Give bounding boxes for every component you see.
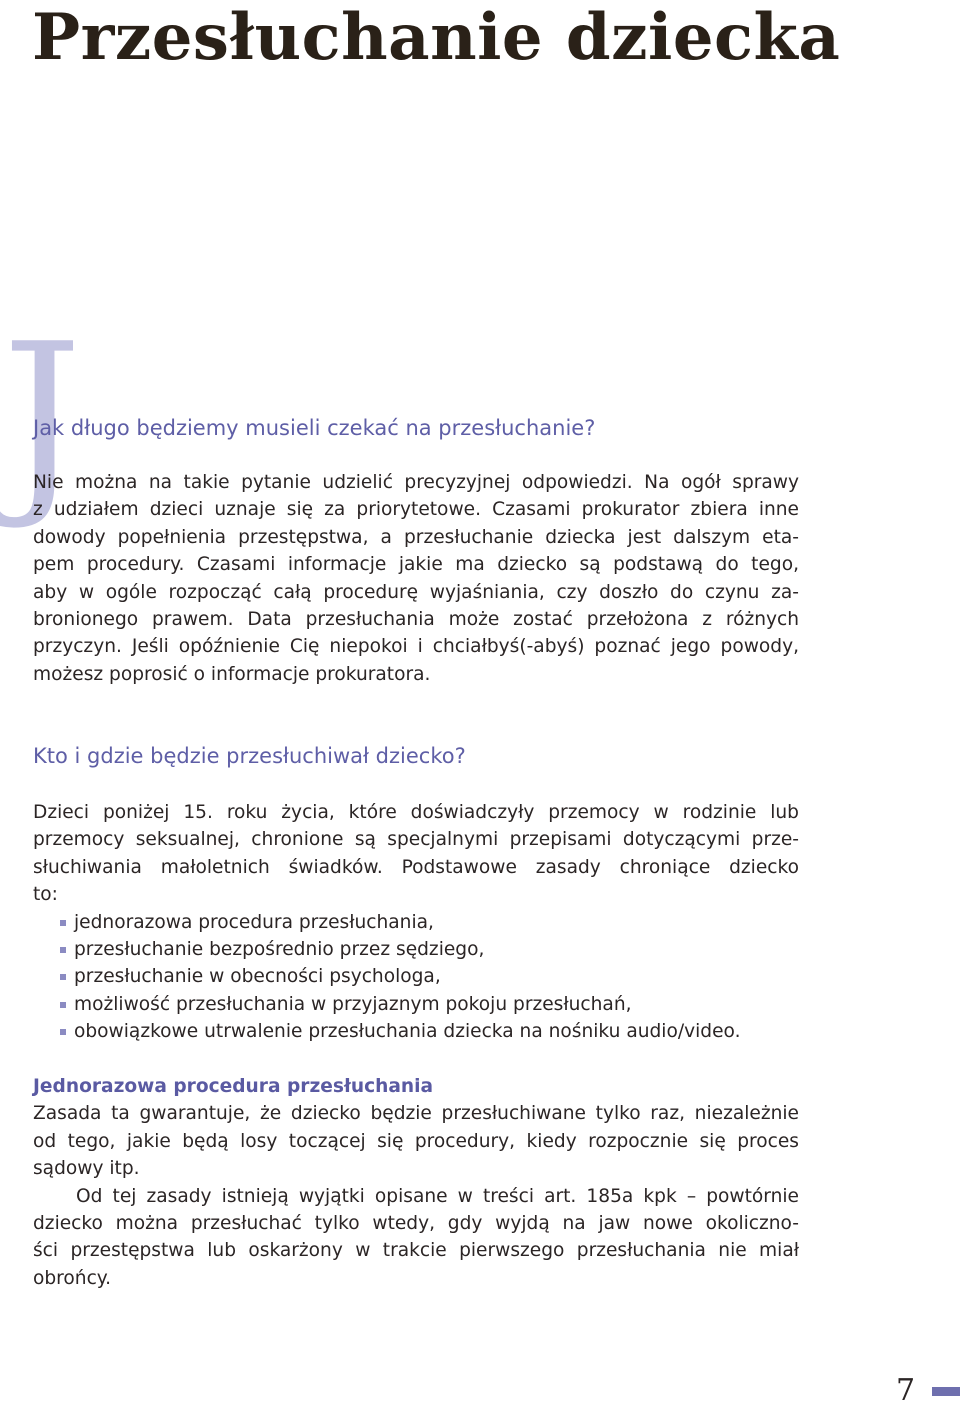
- drop-cap: J: [2, 301, 83, 534]
- section-waiting-time: [33, 414, 799, 688]
- list-item-text: możliwość przesłuchania w przyjaznym pokoju przesłuchań,: [74, 993, 632, 1015]
- list-item: [33, 991, 799, 1018]
- section-heading: Kto i gdzie będzie przesłuchiwał dziecko?: [33, 744, 466, 768]
- list-item-text: jednorazowa procedura przesłuchania,: [74, 911, 434, 933]
- square-bullet-icon: [60, 1002, 66, 1008]
- section-heading: Jednorazowa procedura przesłuchania: [33, 1076, 434, 1097]
- text-line: dowody popełnienia przestępstwa, a przesłuchanie dziecka jest dalszym eta-: [33, 526, 799, 548]
- list-item: [33, 963, 799, 990]
- square-bullet-icon: [60, 1029, 66, 1035]
- text-line: Od tej zasady istnieją wyjątki opisane w treści art. 185a kpk – powtórnie: [76, 1185, 799, 1207]
- text-line: przyczyn. Jeśli opóźnienie Cię niepokoi i chciałbyś(-abyś) poznać jego powody,: [33, 636, 799, 658]
- text-line: słuchiwania małoletnich świadków. Podstawowe zasady chroniące dziecko: [33, 856, 799, 878]
- square-bullet-icon: [60, 947, 66, 953]
- page-title: Przesłuchanie dziecka: [32, 0, 841, 75]
- principles-list: [33, 909, 799, 1046]
- text-line: Zasada ta gwarantuje, że dziecko będzie przesłuchiwane tylko raz, niezależnie: [33, 1103, 799, 1125]
- section-heading: Jak długo będziemy musieli czekać na przesłuchanie?: [33, 416, 596, 440]
- square-bullet-icon: [60, 974, 66, 980]
- list-item: [33, 936, 799, 963]
- text-line: pem procedury. Czasami informacje jakie ma dziecko są podstawą do tego,: [33, 554, 799, 576]
- text-line: od tego, jakie będą losy toczącej się procedury, kiedy rozpocznie się proces: [33, 1130, 799, 1152]
- text-line: ści przestępstwa lub oskarżony w trakcie pierwszego przesłuchania nie miał: [33, 1240, 799, 1262]
- text-line: bronionego prawem. Data przesłuchania może zostać przełożona z różnych: [33, 609, 799, 631]
- list-item-text: przesłuchanie w obecności psychologa,: [74, 966, 441, 988]
- list-item: [33, 909, 799, 936]
- page-tab-marker: [932, 1387, 960, 1396]
- section-single-procedure: [33, 1073, 799, 1292]
- section-who-interviews: [33, 742, 799, 1046]
- text-line: dziecko można przesłuchać tylko wtedy, gdy wyjdą na jaw nowe okoliczno-: [33, 1213, 799, 1235]
- text-line: Nie można na takie pytanie udzielić precyzyjnej odpowiedzi. Na ogół sprawy: [33, 472, 799, 493]
- list-item: [33, 1018, 799, 1045]
- section-body: [33, 799, 799, 909]
- text-line: sądowy itp.: [33, 1158, 140, 1180]
- text-line: obrońcy.: [33, 1267, 112, 1289]
- text-line: z udziałem dzieci uznaje się za priorytetowe. Czasami prokurator zbiera inne: [33, 499, 799, 521]
- section-body: [33, 1100, 799, 1292]
- square-bullet-icon: [60, 920, 66, 926]
- text-line: przemocy seksualnej, chronione są specjalnymi przepisami dotyczącymi prze-: [33, 829, 799, 851]
- text-line: aby w ogóle rozpocząć całą procedurę wyjaśniania, czy doszło do czynu za-: [33, 581, 799, 603]
- text-line: możesz poprosić o informacje prokuratora.: [33, 663, 431, 685]
- text-line: to:: [33, 884, 58, 906]
- page-number: 7: [896, 1373, 916, 1408]
- list-item-text: obowiązkowe utrwalenie przesłuchania dziecka na nośniku audio/video.: [74, 1021, 741, 1043]
- section-body: [33, 469, 799, 688]
- list-item-text: przesłuchanie bezpośrednio przez sędziego,: [74, 939, 485, 961]
- text-line: Dzieci poniżej 15. roku życia, które doświadczyły przemocy w rodzinie lub: [33, 802, 799, 823]
